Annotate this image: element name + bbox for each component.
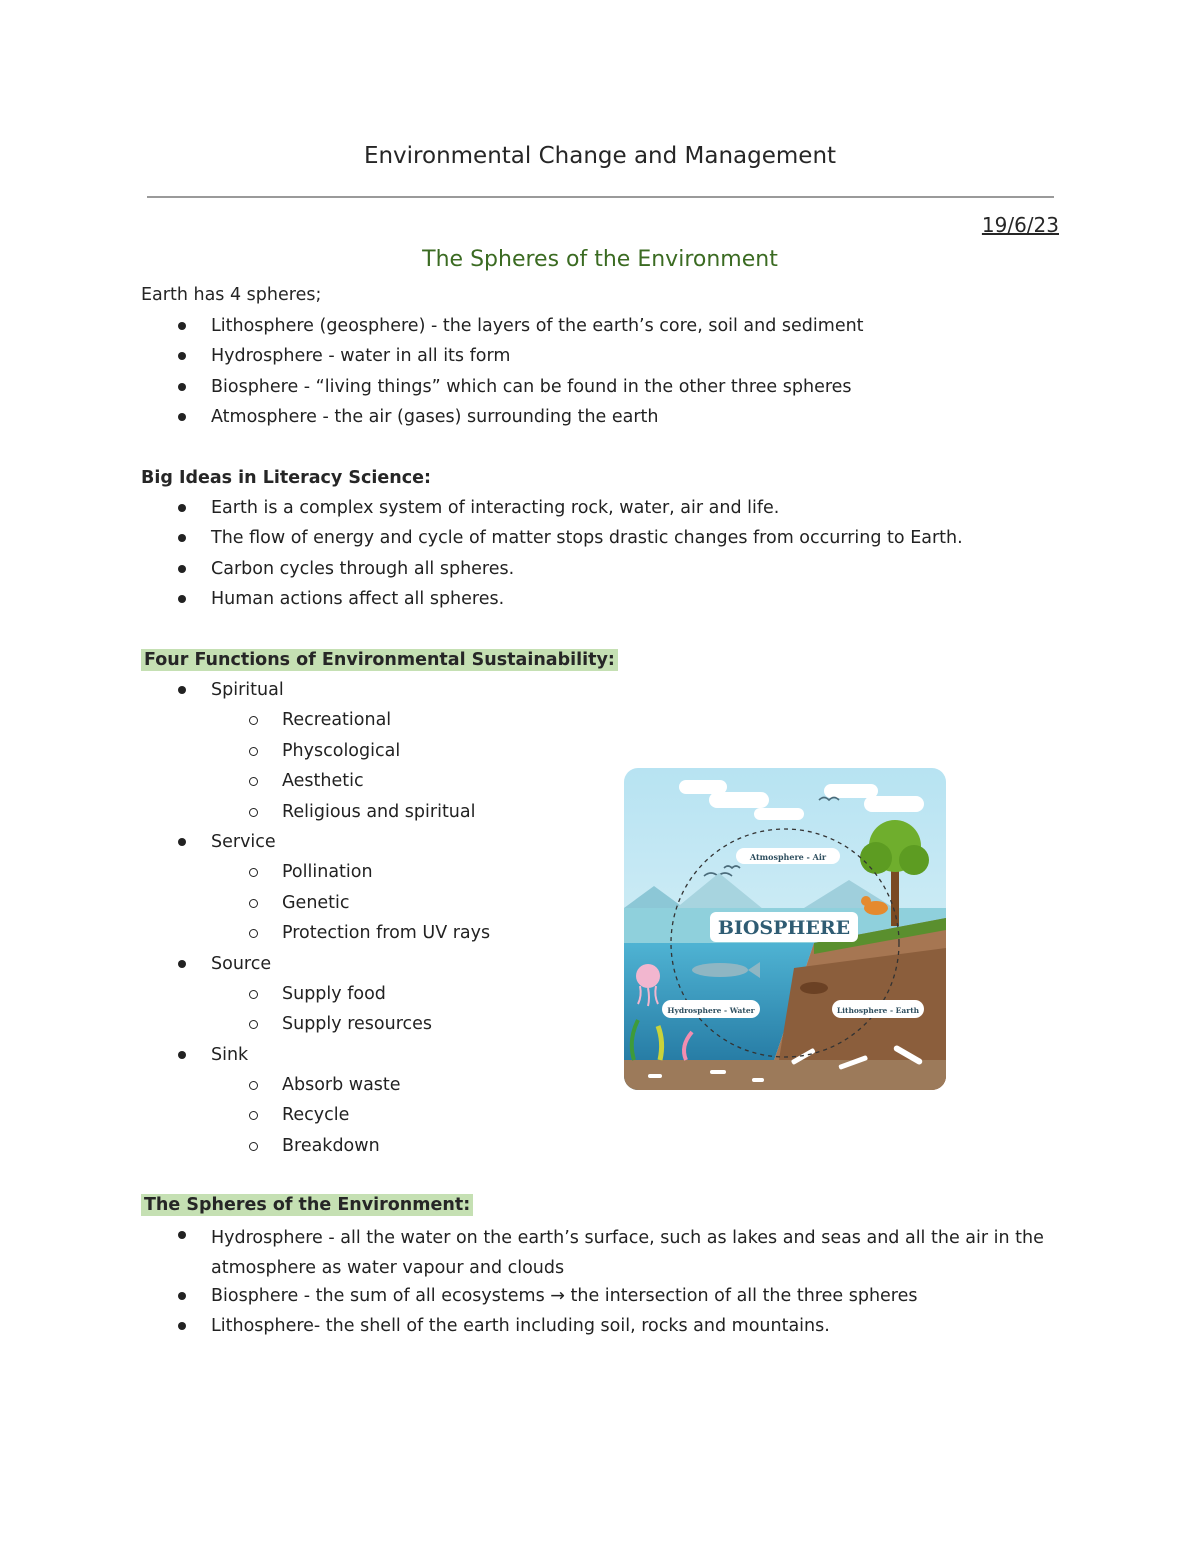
- seabed: [624, 1060, 946, 1090]
- spheres-list: [141, 314, 864, 436]
- sub-list-item: Genetic: [141, 891, 490, 921]
- big-ideas-heading: Big Ideas in Literacy Science:: [141, 468, 431, 488]
- bullet-icon: [178, 504, 186, 512]
- list-item: Lithosphere (geosphere) - the layers of the earth’s core, soil and sediment: [141, 314, 864, 344]
- bullet-icon: [178, 1231, 186, 1239]
- sub-list-item: Recycle: [141, 1103, 490, 1133]
- bullet-icon: [178, 1292, 186, 1300]
- list-item: Source: [141, 952, 490, 982]
- list-item: Biosphere - the sum of all ecosystems → the intersection of all the three spheres: [141, 1284, 1046, 1314]
- bullet-icon: [178, 413, 186, 421]
- biosphere-diagram: [624, 768, 946, 1090]
- circle-bullet-icon: [249, 808, 258, 817]
- biosphere-illustration: [624, 768, 946, 1090]
- circle-bullet-icon: [249, 990, 258, 999]
- functions-list: [141, 678, 490, 1164]
- big-ideas-list: [141, 496, 963, 618]
- bullet-icon: [178, 534, 186, 542]
- sub-list-item: Physcological: [141, 739, 490, 769]
- list-item: Sink: [141, 1043, 490, 1073]
- list-item: Atmosphere - the air (gases) surrounding the earth: [141, 405, 864, 435]
- bullet-icon: [178, 838, 186, 846]
- sub-list-item: Religious and spiritual: [141, 800, 490, 830]
- section-heading: The Spheres of the Environment: [422, 247, 778, 272]
- bullet-icon: [178, 595, 186, 603]
- sub-list-item: Pollination: [141, 860, 490, 890]
- circle-bullet-icon: [249, 747, 258, 756]
- list-item: Service: [141, 830, 490, 860]
- sub-list-item: Supply food: [141, 982, 490, 1012]
- sub-list-item: Absorb waste: [141, 1073, 490, 1103]
- list-item: Earth is a complex system of interacting rock, water, air and life.: [141, 496, 963, 526]
- spheres-env-heading: The Spheres of the Environment:: [141, 1193, 473, 1217]
- bullet-icon: [178, 686, 186, 694]
- sub-list-item: Supply resources: [141, 1012, 490, 1042]
- list-item: Lithosphere- the shell of the earth including soil, rocks and mountains.: [141, 1314, 1046, 1344]
- atmosphere-label: Atmosphere - Air: [749, 852, 827, 862]
- functions-heading: Four Functions of Environmental Sustainability:: [141, 648, 618, 672]
- list-item: The flow of energy and cycle of matter stops drastic changes from occurring to Earth.: [141, 526, 963, 556]
- bullet-icon: [178, 960, 186, 968]
- document-title: Environmental Change and Management: [363, 143, 837, 169]
- document-date: 19/6/23: [981, 213, 1059, 237]
- circle-bullet-icon: [249, 899, 258, 908]
- biosphere-title: BIOSPHERE: [717, 917, 851, 939]
- sub-list-item: Aesthetic: [141, 769, 490, 799]
- list-item: Hydrosphere - all the water on the earth’s surface, such as lakes and seas and all the air in the atmosphere as water vapour and clouds: [141, 1223, 1046, 1284]
- bullet-icon: [178, 322, 186, 330]
- circle-bullet-icon: [249, 868, 258, 877]
- list-item: Biosphere - “living things” which can be found in the other three spheres: [141, 375, 864, 405]
- list-item: Spiritual: [141, 678, 490, 708]
- list-item: Hydrosphere - water in all its form: [141, 344, 864, 374]
- intro-text: Earth has 4 spheres;: [141, 285, 322, 305]
- bullet-icon: [178, 565, 186, 573]
- circle-bullet-icon: [249, 929, 258, 938]
- burrow-icon: [800, 982, 828, 994]
- title-divider: [147, 196, 1054, 198]
- circle-bullet-icon: [249, 716, 258, 725]
- circle-bullet-icon: [249, 1020, 258, 1029]
- circle-bullet-icon: [249, 777, 258, 786]
- circle-bullet-icon: [249, 1111, 258, 1120]
- bullet-icon: [178, 352, 186, 360]
- bullet-icon: [178, 1051, 186, 1059]
- sub-list-item: Breakdown: [141, 1134, 490, 1164]
- sub-list-item: Protection from UV rays: [141, 921, 490, 951]
- list-item: Carbon cycles through all spheres.: [141, 557, 963, 587]
- lithosphere-label: Lithosphere - Earth: [836, 1006, 920, 1015]
- spheres-env-list: [141, 1223, 1046, 1345]
- bullet-icon: [178, 1322, 186, 1330]
- hydrosphere-label: Hydrosphere - Water: [667, 1006, 755, 1015]
- circle-bullet-icon: [249, 1142, 258, 1151]
- bullet-icon: [178, 383, 186, 391]
- circle-bullet-icon: [249, 1081, 258, 1090]
- sub-list-item: Recreational: [141, 708, 490, 738]
- list-item: Human actions affect all spheres.: [141, 587, 963, 617]
